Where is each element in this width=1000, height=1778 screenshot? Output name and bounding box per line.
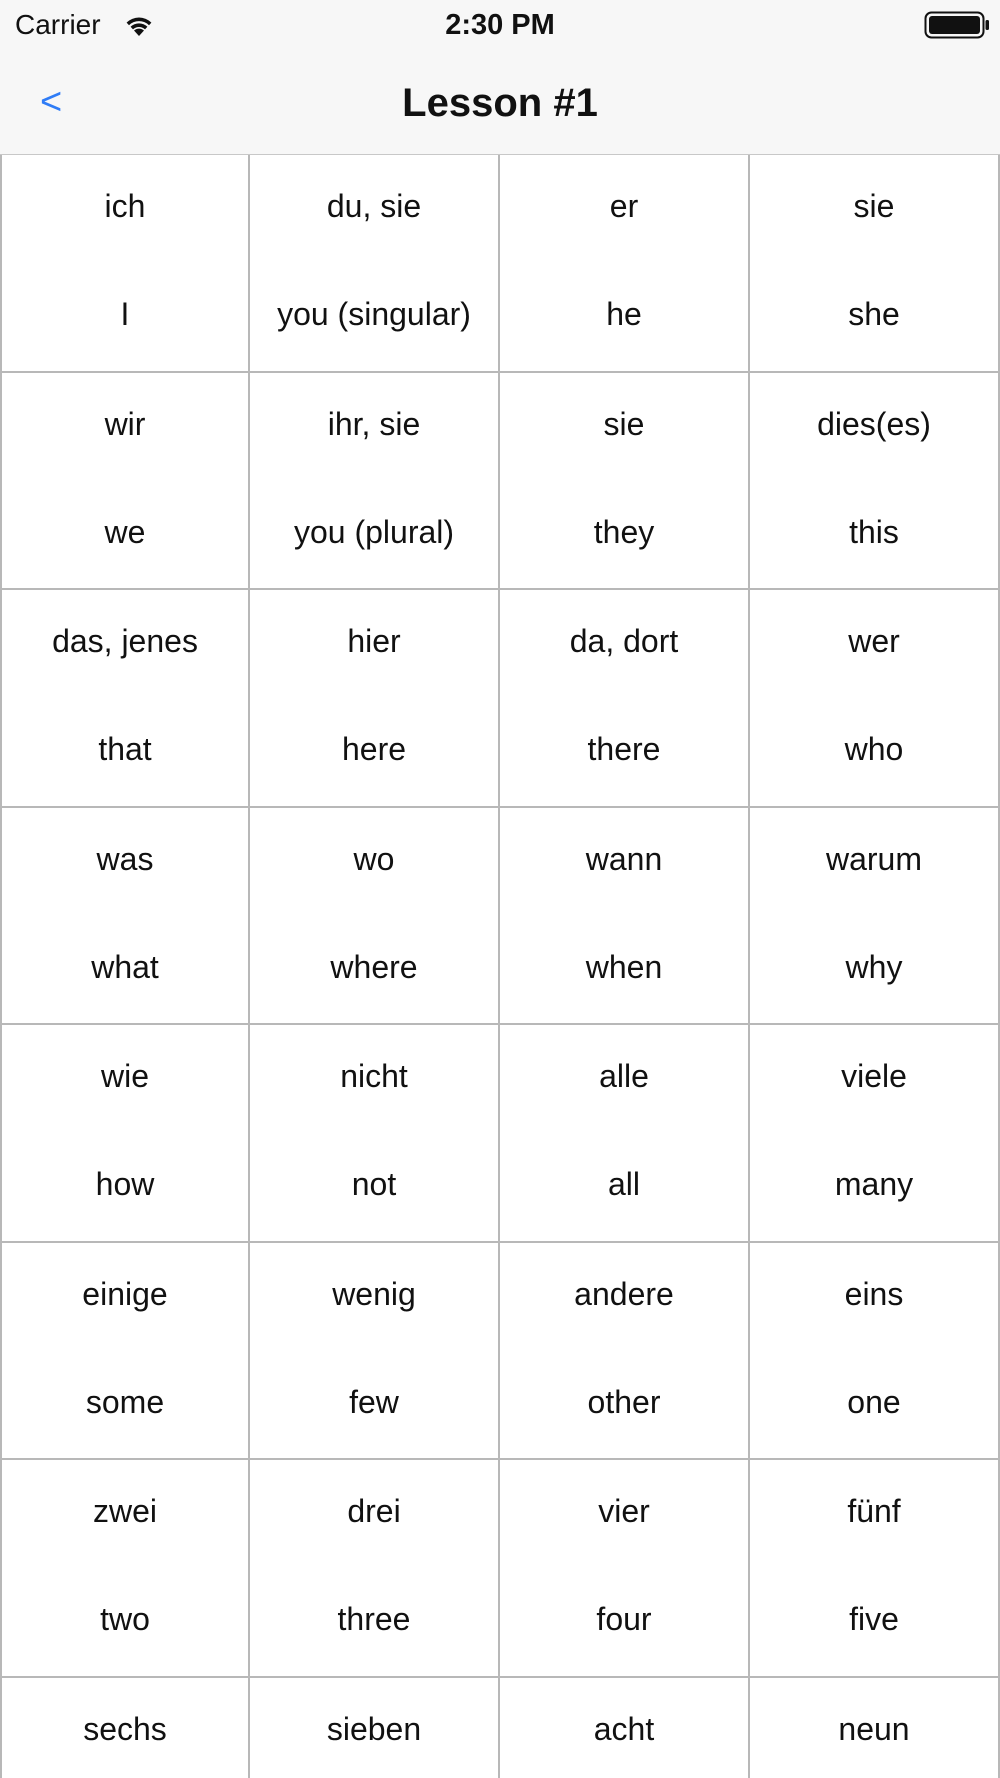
vocab-card[interactable] xyxy=(0,808,250,1026)
english-translation: you (singular) xyxy=(277,296,471,332)
vocab-card[interactable] xyxy=(250,590,500,808)
vocab-card[interactable] xyxy=(0,155,250,373)
vocab-card[interactable] xyxy=(750,1243,1000,1461)
vocab-card[interactable] xyxy=(250,373,500,591)
status-bar xyxy=(0,0,1000,50)
german-word: du, sie xyxy=(326,188,422,224)
english-translation: few xyxy=(349,1383,399,1420)
german-word: wer xyxy=(848,623,900,659)
english-translation: there xyxy=(587,731,661,767)
german-word: da, dort xyxy=(569,623,679,659)
vocab-card[interactable] xyxy=(0,590,250,808)
carrier-label: Carrier xyxy=(15,9,101,40)
german-word: sie xyxy=(603,405,645,442)
english-translation: that xyxy=(98,731,152,767)
german-word: was xyxy=(96,840,154,877)
german-word: vier xyxy=(598,1493,650,1529)
english-translation: five xyxy=(849,1601,899,1637)
vocab-card[interactable] xyxy=(250,1678,500,1778)
vocab-card[interactable] xyxy=(750,1460,1000,1678)
english-translation: we xyxy=(104,513,146,550)
navigation-bar xyxy=(0,50,1000,155)
vocab-card[interactable] xyxy=(0,1243,250,1461)
german-word: neun xyxy=(838,1710,910,1747)
english-translation: four xyxy=(596,1601,652,1637)
german-word: einige xyxy=(82,1275,168,1312)
german-word: wann xyxy=(585,840,663,877)
german-word: sechs xyxy=(83,1710,167,1747)
english-translation: some xyxy=(85,1383,165,1420)
vocab-card[interactable] xyxy=(250,155,500,373)
english-translation: two xyxy=(100,1601,150,1637)
english-translation: what xyxy=(91,948,159,985)
german-word: hier xyxy=(347,623,401,659)
english-translation: here xyxy=(341,731,407,767)
vocab-card[interactable] xyxy=(500,155,750,373)
english-translation: you (plural) xyxy=(293,513,455,550)
vocab-card[interactable] xyxy=(500,1025,750,1243)
english-translation: where xyxy=(330,948,418,985)
german-word: ihr, sie xyxy=(327,405,421,442)
english-translation: how xyxy=(95,1166,155,1202)
clock-time: 2:30 PM xyxy=(445,9,555,41)
vocab-card[interactable] xyxy=(500,373,750,591)
vocab-card[interactable] xyxy=(500,1460,750,1678)
vocab-card[interactable] xyxy=(750,1025,1000,1243)
vocab-card[interactable] xyxy=(250,808,500,1026)
vocab-card[interactable] xyxy=(0,1678,250,1778)
english-translation: why xyxy=(845,948,903,985)
vocab-card[interactable] xyxy=(750,808,1000,1026)
vocab-card[interactable] xyxy=(250,1460,500,1678)
german-word: warum xyxy=(825,840,922,877)
back-button[interactable]: < xyxy=(40,81,63,123)
english-translation: this xyxy=(849,513,899,550)
vocab-card[interactable] xyxy=(750,155,1000,373)
german-word: das, jenes xyxy=(52,623,198,659)
vocab-card[interactable] xyxy=(500,1243,750,1461)
english-translation: not xyxy=(351,1166,397,1202)
german-word: wir xyxy=(104,405,146,442)
english-translation: many xyxy=(834,1166,914,1202)
german-word: alle xyxy=(599,1058,649,1094)
vocab-card[interactable] xyxy=(750,373,1000,591)
english-translation: other xyxy=(587,1383,661,1420)
vocab-card[interactable] xyxy=(250,1025,500,1243)
english-translation: they xyxy=(593,513,655,550)
german-word: wenig xyxy=(332,1275,416,1312)
german-word: drei xyxy=(347,1493,401,1529)
english-translation: she xyxy=(848,296,900,332)
vocab-card[interactable] xyxy=(0,373,250,591)
vocab-card[interactable] xyxy=(500,1678,750,1778)
battery-icon xyxy=(924,11,990,39)
german-word: eins xyxy=(844,1275,904,1312)
german-word: er xyxy=(609,188,639,224)
german-word: dies(es) xyxy=(817,405,931,442)
german-word: acht xyxy=(593,1710,655,1747)
german-word: ich xyxy=(104,188,146,224)
english-translation: when xyxy=(585,948,663,985)
english-translation: one xyxy=(847,1383,901,1420)
vocab-card[interactable] xyxy=(250,1243,500,1461)
vocab-card[interactable] xyxy=(750,590,1000,808)
vocab-card[interactable] xyxy=(500,590,750,808)
english-translation: three xyxy=(337,1601,411,1637)
vocab-card[interactable] xyxy=(0,1025,250,1243)
vocabulary-grid xyxy=(0,155,1000,1778)
german-word: sie xyxy=(853,188,895,224)
vocab-card[interactable] xyxy=(0,1460,250,1678)
german-word: sieben xyxy=(326,1710,422,1747)
german-word: zwei xyxy=(92,1493,157,1529)
english-translation: he xyxy=(606,296,642,332)
german-word: fünf xyxy=(847,1493,901,1529)
vocab-card[interactable] xyxy=(750,1678,1000,1778)
german-word: wo xyxy=(353,840,395,877)
german-word: nicht xyxy=(340,1058,408,1094)
english-translation: who xyxy=(844,731,904,767)
english-translation: I xyxy=(120,296,130,332)
german-word: andere xyxy=(574,1275,674,1312)
page-title: Lesson #1 xyxy=(402,81,598,125)
german-word: wie xyxy=(100,1058,149,1094)
vocab-card[interactable] xyxy=(500,808,750,1026)
german-word: viele xyxy=(841,1058,907,1094)
english-translation: all xyxy=(607,1166,640,1202)
